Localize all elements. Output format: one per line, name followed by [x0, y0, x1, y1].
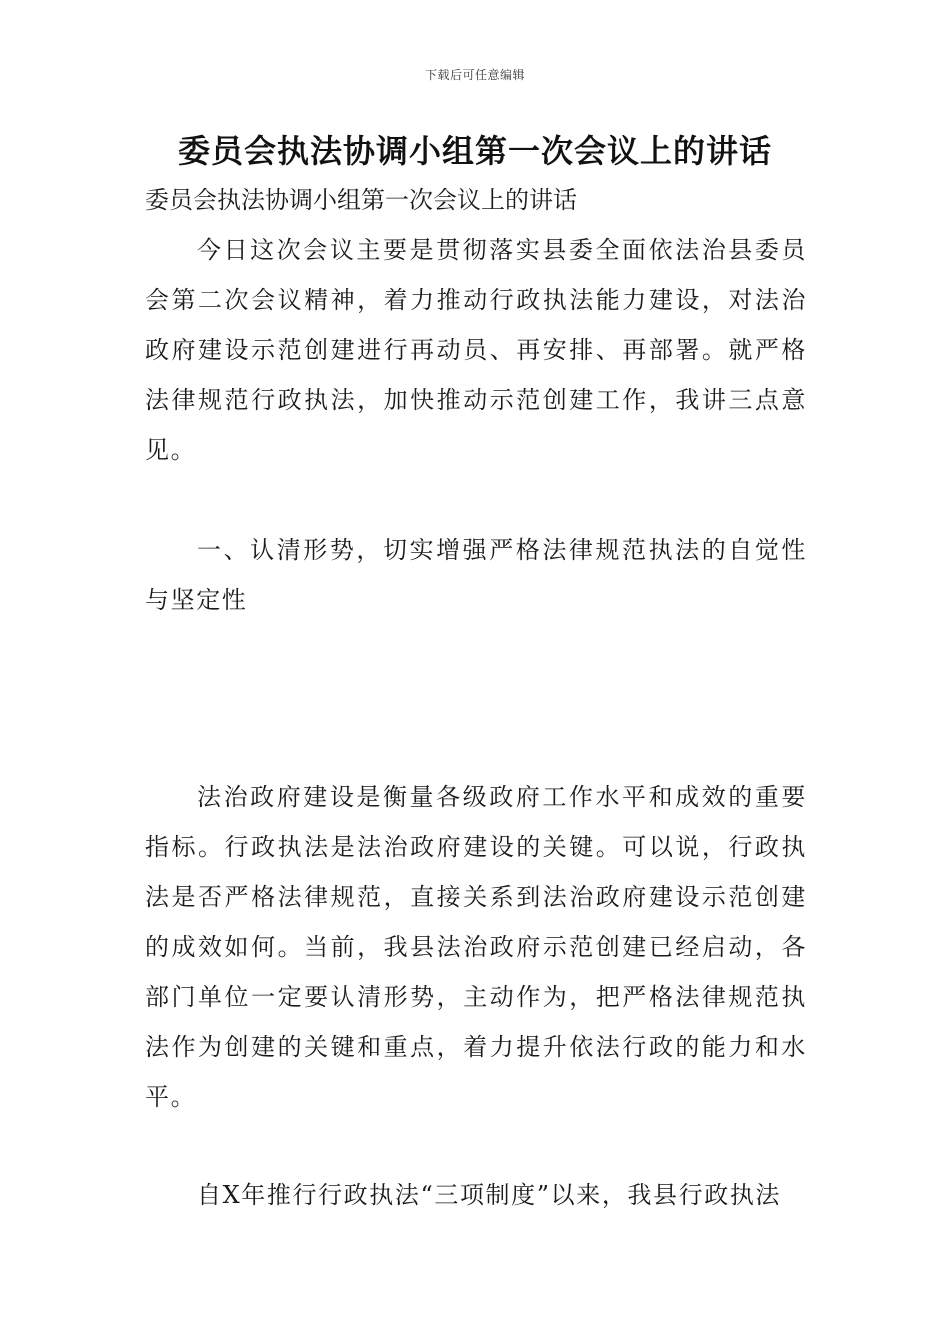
document-subtitle: 委员会执法协调小组第一次会议上的讲话	[145, 186, 577, 214]
section-heading-1: 一、认清形势，切实增强严格法律规范执法的自觉性与坚定性	[145, 536, 807, 614]
paragraph-continued: 自X年推行行政执法“三项制度”以来，我县行政执法	[197, 1181, 782, 1209]
header-note: 下载后可任意编辑	[424, 68, 525, 82]
paragraph-intro: 今日这次会议主要是贯彻落实县委全面依法治县委员会第二次会议精神，着力推动行政执法能力建设，对法治政府建设示范创建进行再动员、再安排、再部署。就严格法律规范行政执法，加快推动示范创建工作，我讲三点意见。	[145, 236, 807, 464]
document-title: 委员会执法协调小组第一次会议上的讲话	[177, 132, 772, 170]
paragraph-body: 法治政府建设是衡量各级政府工作水平和成效的重要指标。行政执法是法治政府建设的关键。可以说，行政执法是否严格法律规范，直接关系到法治政府建设示范创建的成效如何。当前，我县法治政府示范创建已经启动，各部门单位一定要认清形势，主动作为，把严格法律规范执法作为创建的关键和重点，着力提升依法行政的能力和水平。	[145, 783, 807, 1111]
